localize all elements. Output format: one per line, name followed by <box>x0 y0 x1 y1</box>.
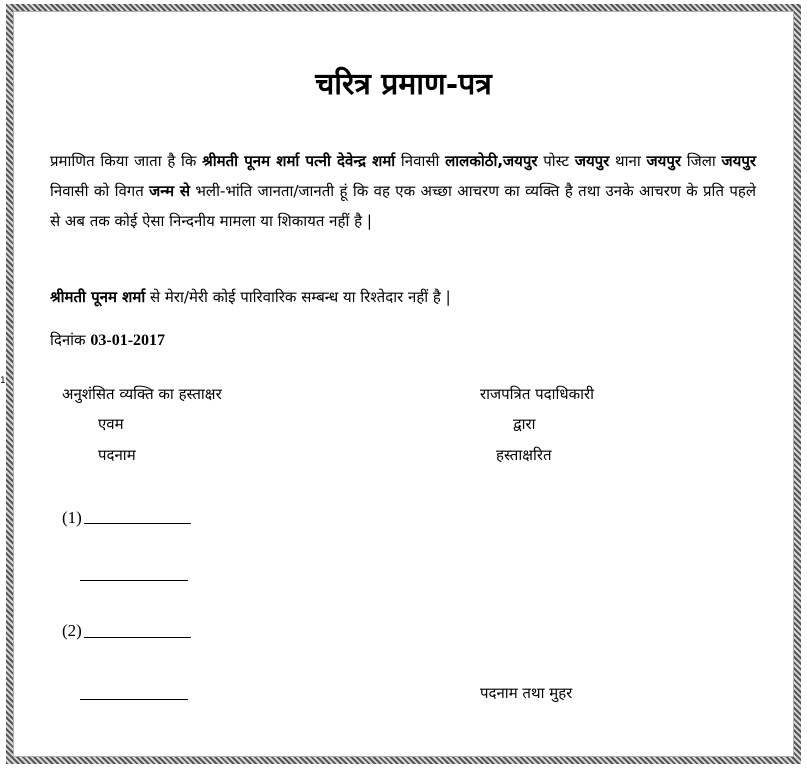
body-text: प्रमाणित किया जाता है कि <box>50 152 203 170</box>
district-value: जयपुर <box>721 152 757 170</box>
body-text: भली-भांति जानता/जानती हूं कि वह एक अच्छा आचरण का व्यक्ति है तथा उनके आचरण के प्रति पहले से अब तक कोई ऐसा निन्दनीय मामला या शिकायत नहीं है | <box>50 182 757 230</box>
date-line <box>50 326 165 355</box>
witness-1-designation-line <box>80 580 188 581</box>
post-value: जयपुर <box>574 152 610 170</box>
left-sign-line3: पदनाम <box>98 446 136 464</box>
date-value: 03-01-2017 <box>90 332 166 349</box>
left-sign-line1: अनुशंसित व्यक्ति का हस्ताक्षर <box>62 385 222 403</box>
relation-paragraph <box>50 282 756 312</box>
certificate-title: चरित्र प्रमाण-पत्र <box>315 67 492 102</box>
witness-1-signature-line <box>84 523 191 524</box>
witness-2-designation-line <box>80 699 188 700</box>
duration-value: जन्म से <box>149 182 190 200</box>
left-sign-line2: एवम <box>98 415 124 433</box>
body-text: से मेरा/मेरी कोई पारिवारिक सम्बन्ध या रिश्तेदार नहीं है | <box>145 288 451 306</box>
witness-2-label: (2) <box>62 621 82 640</box>
body-text: पोस्ट <box>537 152 575 170</box>
witness-1-label: (1) <box>62 508 82 527</box>
right-sign-line1: राजपत्रित पदाधिकारी <box>480 385 595 403</box>
body-text: थाना <box>609 152 647 170</box>
certificate-body-paragraph <box>50 146 756 236</box>
right-sign-line3: हस्ताक्षरित <box>496 446 552 464</box>
body-text: निवासी <box>395 152 446 170</box>
right-sign-line2: द्वारा <box>513 415 536 433</box>
body-text: निवासी को विगत <box>50 182 150 200</box>
designation-seal-label: पदनाम तथा मुहर <box>480 684 573 702</box>
person-name: श्रीमती पूनम शर्मा पत्नी देवेन्द्र शर्मा <box>202 152 396 170</box>
body-text: जिला <box>680 152 722 170</box>
thana-value: जयपुर <box>646 152 681 170</box>
address-value: लालकोठी,जयपुर <box>445 152 538 170</box>
margin-mark: 1 <box>0 376 6 386</box>
witness-2-signature-line <box>84 637 191 638</box>
date-label: दिनांक <box>50 331 91 349</box>
person-name: श्रीमती पूनम शर्मा <box>50 288 146 306</box>
